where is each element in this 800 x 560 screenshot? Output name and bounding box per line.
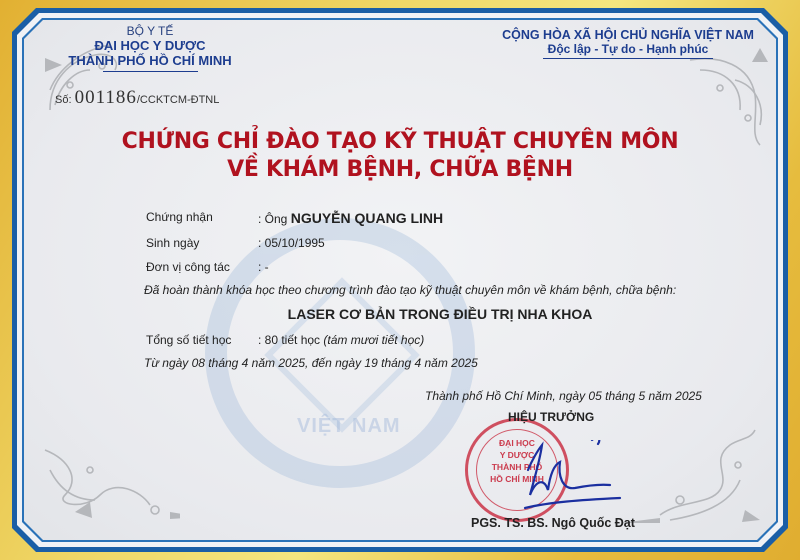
national-header xyxy=(478,28,778,59)
course-period: Từ ngày 08 tháng 4 năm 2025, đến ngày 19 tháng 4 năm 2025 xyxy=(144,356,478,370)
certificate-title xyxy=(0,128,800,184)
university-name-line2: THÀNH PHỐ HỒ CHÍ MINH xyxy=(68,53,232,68)
signer-name: PGS. TS. BS. Ngô Quốc Đạt xyxy=(471,516,635,530)
field-recipient xyxy=(146,210,646,226)
header-underline xyxy=(103,71,198,72)
hours-label: Tổng số tiết học xyxy=(146,333,232,347)
number-suffix: /CCKTCM-ĐTNL xyxy=(136,94,220,106)
number-label: Số: xyxy=(55,94,72,106)
recipient-prefix: : Ông xyxy=(258,212,288,226)
watermark-text: VIỆT NAM xyxy=(297,415,401,437)
seal-line4: HỒ CHÍ MINH xyxy=(490,474,544,484)
course-name: LASER CƠ BẢN TRONG ĐIỀU TRỊ NHA KHOA xyxy=(287,306,593,322)
flourish-bottom-left-icon xyxy=(30,440,180,530)
watermark-emblem-icon xyxy=(264,277,420,433)
hours-number: : 80 tiết học xyxy=(258,333,321,347)
signature-icon xyxy=(520,440,630,510)
number-value: 001186 xyxy=(74,87,137,108)
completion-statement: Đã hoàn thành khóa học theo chương trình đào tạo kỹ thuật chuyên môn về khám bệnh, chữa bệnh: xyxy=(144,283,677,297)
issuer-header xyxy=(50,24,250,72)
motto-underline xyxy=(543,58,713,59)
seal-line3: THÀNH PHỐ xyxy=(491,462,543,472)
dob-label: Sinh ngày xyxy=(146,236,200,250)
seal-line1: ĐẠI HỌC xyxy=(499,438,535,448)
hours-value xyxy=(258,333,424,347)
signer-title: HIỆU TRƯỞNG xyxy=(508,410,595,424)
dob-value: : 05/10/1995 xyxy=(258,236,325,250)
seal-line2: Y DƯỢC xyxy=(499,450,535,460)
recipient-value xyxy=(258,210,443,226)
workplace-value: : - xyxy=(258,260,269,274)
title-line2: VỀ KHÁM BỆNH, CHỮA BỆNH xyxy=(227,157,573,182)
field-dob xyxy=(146,236,646,252)
hours-words: (tám mươi tiết học) xyxy=(323,333,425,347)
certificate-number xyxy=(55,87,219,109)
watermark-seal xyxy=(205,218,475,488)
recipient-label: Chứng nhận xyxy=(146,210,213,224)
flourish-bottom-right-icon xyxy=(620,420,780,530)
issue-place-date: Thành phố Hồ Chí Minh, ngày 05 tháng 5 năm 2025 xyxy=(425,389,702,403)
workplace-label: Đơn vị công tác xyxy=(146,260,230,274)
field-hours xyxy=(146,333,646,349)
national-motto: Độc lập - Tự do - Hạnh phúc xyxy=(547,42,709,56)
ministry-name: BỘ Y TẾ xyxy=(126,24,174,38)
title-line1: CHỨNG CHỈ ĐÀO TẠO KỸ THUẬT CHUYÊN MÔN xyxy=(121,129,679,154)
recipient-name: NGUYỄN QUANG LINH xyxy=(290,210,444,226)
country-name: CỘNG HÒA XÃ HỘI CHỦ NGHĨA VIỆT NAM xyxy=(502,28,754,42)
university-name-line1: ĐẠI HỌC Y DƯỢC xyxy=(94,38,206,53)
field-workplace xyxy=(146,260,646,276)
